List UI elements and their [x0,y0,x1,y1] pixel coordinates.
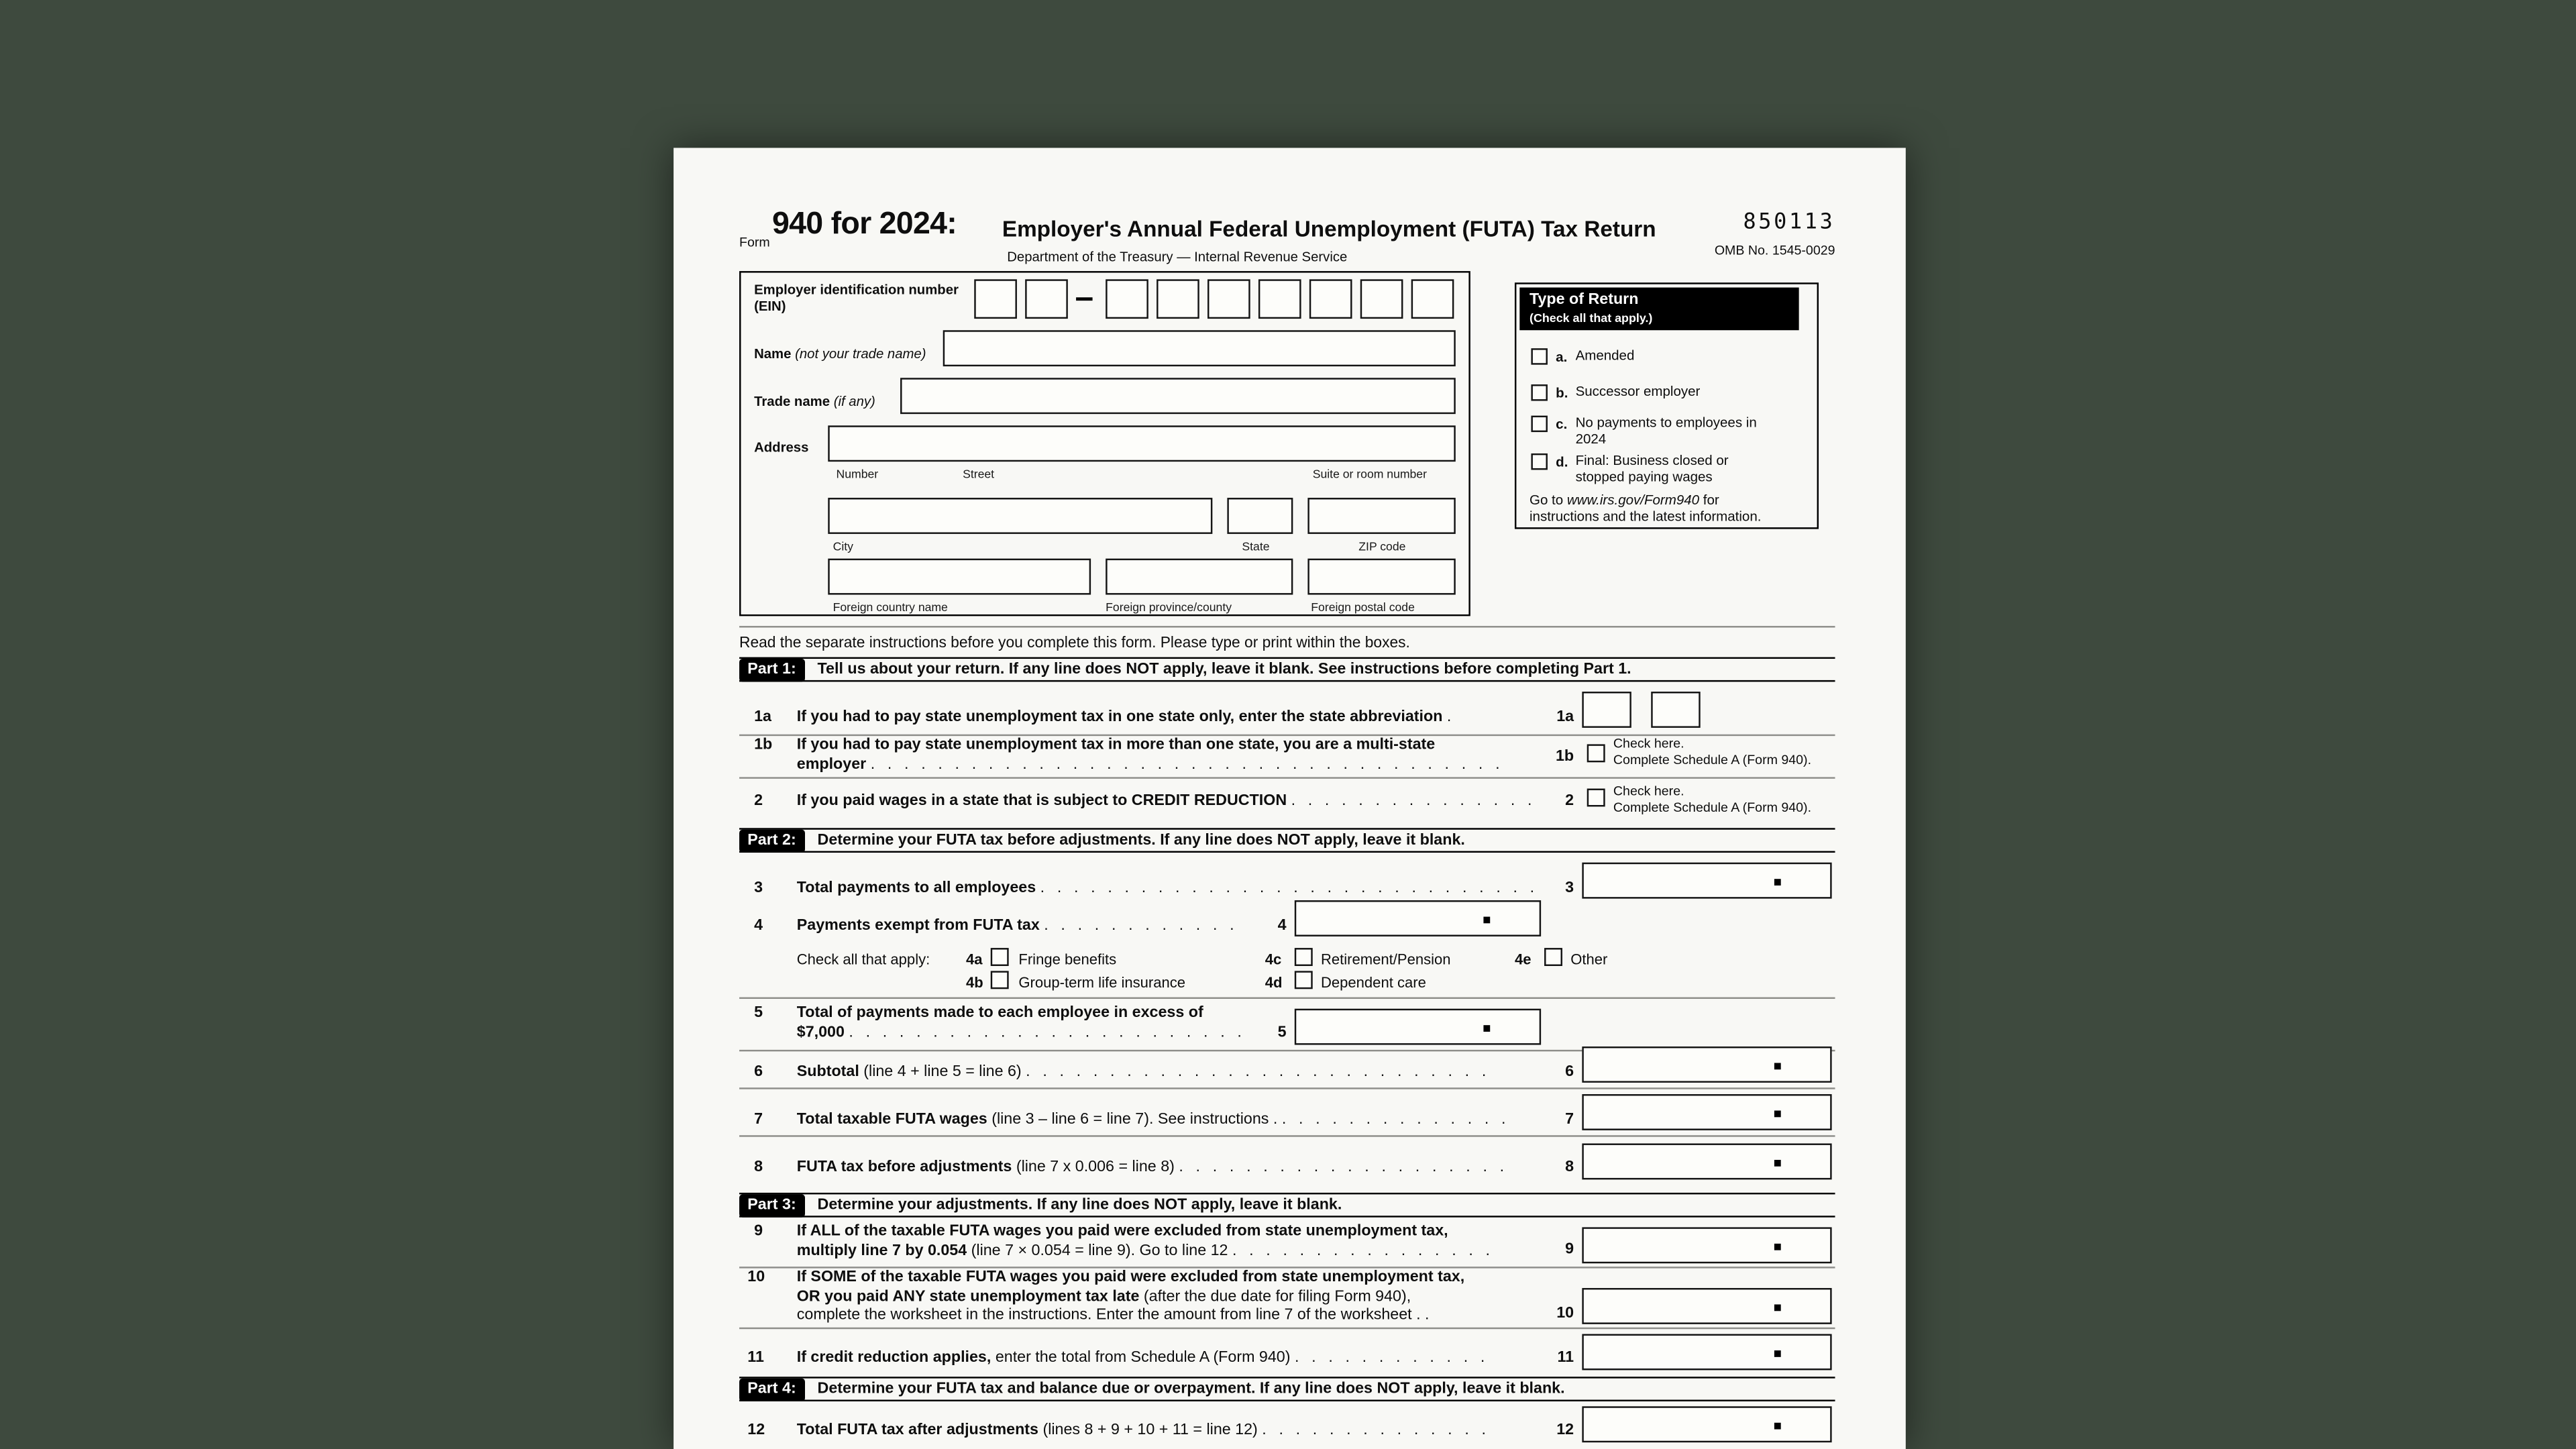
line-7-amount-input[interactable] [1582,1094,1831,1130]
foreign-country-input[interactable] [828,559,1091,595]
option-a-key: a. [1556,348,1568,365]
line-11-text [797,1349,1536,1368]
address-input[interactable] [828,425,1456,462]
cents-divider-dot [1774,1244,1780,1250]
group-term-life-checkbox[interactable] [991,971,1009,989]
line-6-text-main: Subtotal [796,1063,859,1081]
line-5-mid-number: 5 [1277,1023,1287,1042]
line-11-text-rest: enter the total from Schedule A (Form 940) [995,1348,1291,1367]
dependent-care-label: Dependent care [1320,974,1426,991]
goto-line2: instructions and the latest information. [1529,507,1762,525]
ein-label [754,282,959,314]
line-11-amount-input[interactable] [1582,1334,1831,1371]
line-10-text [797,1269,1536,1325]
line-2-text [797,792,1536,810]
omb-number: OMB No. 1545-0029 [1714,243,1835,258]
type-of-return-subtitle: (Check all that apply.) [1529,309,1653,325]
line-1b-check-label-line1: Check here. [1613,736,1684,751]
line-1b-checkbox[interactable] [1587,744,1605,762]
dot-leader: . . . . . . . . . . . . . . . [1291,792,1532,810]
cents-divider-dot [1774,1111,1780,1118]
dot-leader: . . . . . . . . . . . . . . . . . . . . . . . . . . . . [1026,1063,1487,1081]
line-1a-text-main: If you had to pay state unemployment tax in one state only, enter the state abbreviation [796,708,1443,727]
line-10-text-bold: OR you paid ANY state unemployment tax late [796,1287,1140,1305]
ein-digit-box[interactable] [1208,279,1250,319]
line-2-right-number: 2 [1565,792,1574,810]
address-sub-number: Number [836,466,879,482]
retirement-pension-checkbox[interactable] [1295,948,1313,966]
option-c-label [1576,416,1757,447]
ein-digit-box[interactable] [1106,279,1148,319]
line-10-right-number: 10 [1556,1304,1574,1323]
department-line: Department of the Treasury — Internal Revenue Service [1007,248,1348,265]
dot-leader: . . . . . . . . . . . . . . [1262,1421,1486,1440]
dot-leader: . . . . . . . . . . . . [1294,1348,1485,1367]
cents-divider-dot [1774,1350,1780,1357]
dot-leader: . . . . . . . . . . . . . . . . . . . . . . . . . . . . . . [1040,879,1535,898]
line-4d-key: 4d [1265,974,1283,991]
line-10-text-paren: (after the due date for filing Form 940), [1143,1287,1411,1305]
line-7-text-main: Total taxable FUTA wages [796,1110,987,1129]
line-5-text-line2 [797,1022,1248,1041]
line-11-right-number: 11 [1557,1348,1574,1367]
type-of-return-title: Type of Return [1529,290,1639,309]
line-2-text-main: If you paid wages in a state that is subject to CREDIT REDUCTION [796,792,1287,810]
dot-leader: . . . . . . . . . . . . . . . . . . . . . . . . . . . . . . . . . . . . . . [870,755,1500,773]
line-4a-key: 4a [966,951,983,968]
line-3-text [797,879,1536,898]
dependent-care-checkbox[interactable] [1295,971,1313,989]
line-1b-right-number: 1b [1555,747,1574,766]
hrule [739,735,1835,736]
cents-divider-dot [1774,879,1780,885]
trade-name-input[interactable] [900,378,1456,414]
ein-digit-box[interactable] [1411,279,1454,319]
goto-line1 [1529,491,1761,507]
line-12-amount-input[interactable] [1582,1406,1831,1442]
line-1b-check-label [1613,736,1811,767]
name-label-word: Name [754,345,792,362]
type-of-return-header [1519,288,1799,331]
dot-leader: . . . . . . . . . . . . . . [1281,1110,1506,1129]
line-1a-number: 1a [754,708,771,727]
line-12-text [797,1421,1536,1440]
line-8-text-paren: (line 7 x 0.006 = line 8) [1016,1158,1175,1177]
goto-pre: Go to [1529,491,1567,508]
other-checkbox[interactable] [1544,948,1562,966]
cents-divider-dot [1774,1160,1780,1167]
identity-section [739,271,1470,616]
line-2-check-label-line2: Complete Schedule A (Form 940). [1613,799,1812,814]
line-11-text-main: If credit reduction applies, [796,1348,991,1367]
retirement-pension-label: Retirement/Pension [1320,951,1451,968]
cents-divider-dot [1774,1423,1780,1430]
line-9-text-paren: (line 7 × 0.054 = line 9). Go to line 12 [971,1241,1228,1260]
ein-digit-box[interactable] [1258,279,1301,319]
line-9-text-line1: If ALL of the taxable FUTA wages you paid were excluded from state unemployment tax, [796,1222,1448,1240]
line-1a-state-box-1[interactable] [1582,692,1631,728]
part3-heading: Determine your adjustments. If any line does NOT apply, leave it blank. [817,1195,1342,1214]
line-10-amount-input[interactable] [1582,1288,1831,1324]
zip-input[interactable] [1307,498,1455,534]
line-1b-text-line1: If you had to pay state unemployment tax in more than one state, you are a multi-state [796,736,1436,755]
line-4-text-main: Payments exempt from FUTA tax [796,916,1040,935]
line-10-text-line1: If SOME of the taxable FUTA wages you paid were excluded from state unemployment tax, [796,1268,1465,1287]
line-7-number: 7 [754,1110,763,1129]
line-4e-key: 4e [1514,951,1532,968]
line-8-amount-input[interactable] [1582,1143,1831,1179]
dot-leader: . . . . . . . . . . . . . . . . . . . . [1179,1158,1505,1177]
no-payments-2024-checkbox[interactable] [1531,416,1547,432]
part2-bar [739,828,1835,853]
option-b-key: b. [1556,384,1568,401]
line-1b-text-line2 [797,755,1536,773]
line-12-text-main: Total FUTA tax after adjustments [796,1421,1038,1440]
line-5-text-amount: $7,000 [796,1022,845,1041]
line-1a-right-number: 1a [1556,708,1574,727]
goto-instructions-note [1529,491,1761,524]
line-1a-text [797,708,1536,727]
line-12-text-paren: (lines 8 + 9 + 10 + 11 = line 12) [1042,1421,1258,1440]
hrule [739,1135,1835,1136]
line-6-amount-input[interactable] [1582,1046,1831,1083]
option-b-label-line1: Successor employer [1575,382,1701,400]
ein-digit-box[interactable] [1157,279,1199,319]
ein-digit-box[interactable] [1309,279,1352,319]
line-9-text [797,1222,1536,1260]
foreign-postal-sub-label: Foreign postal code [1311,599,1415,614]
part3-label: Part 3: [739,1193,804,1216]
line-9-number: 9 [754,1222,763,1240]
line-4-mid-number: 4 [1277,916,1287,935]
ein-label-line2: (EIN) [754,297,786,313]
dot-leader: . . . . . . . . . . . . . . . . [1232,1241,1491,1260]
line-9-text-bold: multiply line 7 by 0.054 [796,1241,967,1260]
ein-digit-box[interactable] [1025,279,1068,319]
form-number-title: 940 for 2024: [772,207,957,242]
city-input[interactable] [828,498,1212,534]
line-9-right-number: 9 [1565,1240,1574,1258]
line-12-right-number: 12 [1556,1421,1574,1440]
address-sub-suite: Suite or room number [1312,466,1427,482]
trade-name-label-word: Trade name [754,392,830,409]
line-9-amount-input[interactable] [1582,1227,1831,1263]
form-940-page [674,148,1906,1449]
line-7-text-paren: (line 3 – line 6 = line 7). See instructions . [991,1110,1278,1129]
ein-digit-box[interactable] [1360,279,1403,319]
part4-bar [739,1377,1835,1401]
line-1b-number: 1b [754,736,773,755]
final-business-closed-checkbox[interactable] [1531,453,1547,470]
option-a-label-line1: Amended [1575,346,1635,364]
ein-dash [1076,297,1092,301]
part3-bar [739,1193,1835,1218]
cents-divider-dot [1483,917,1490,924]
hrule [739,1328,1835,1329]
foreign-country-sub-label: Foreign country name [833,599,948,614]
zip-sub-label: ZIP code [1358,539,1406,554]
option-c-key: c. [1556,415,1568,433]
hrule [739,777,1835,778]
line-4-number: 4 [754,916,763,935]
line-5-text [797,1004,1248,1041]
address-label: Address [754,438,809,455]
page-title: Employer's Annual Federal Unemployment (FUTA) Tax Return [1002,217,1656,242]
option-d-label [1576,453,1729,485]
foreign-province-input[interactable] [1106,559,1293,595]
fringe-benefits-label: Fringe benefits [1018,951,1117,968]
goto-post: for [1699,491,1719,508]
line-4b-key: 4b [966,974,983,991]
option-d-key: d. [1556,453,1568,470]
line-4-text [797,917,1248,936]
line-1a-state-box-2[interactable] [1651,692,1700,728]
line-5-number: 5 [754,1004,763,1022]
line-5-amount-input[interactable] [1295,1009,1541,1045]
city-sub-label: City [833,539,853,554]
option-d-label-line1: Final: Business closed or [1575,451,1729,468]
part1-label: Part 1: [739,658,804,681]
part1-heading: Tell us about your return. If any line does NOT apply, leave it blank. See instructions before completing Part 1. [817,660,1631,679]
ein-label-line1: Employer identification number [754,280,959,298]
option-d-label-line2: stopped paying wages [1575,467,1713,484]
dot-leader: . . . . . . . . . . . . [1044,916,1234,935]
line-3-number: 3 [754,879,763,898]
option-a-label [1576,348,1635,364]
line-8-text-main: FUTA tax before adjustments [796,1158,1012,1177]
state-sub-label: State [1242,539,1270,554]
part4-heading: Determine your FUTA tax and balance due or overpayment. If any line does NOT apply, leave it blank. [817,1380,1565,1399]
line-8-number: 8 [754,1158,763,1177]
line-2-check-label-line1: Check here. [1613,784,1684,799]
line-6-text [797,1063,1536,1081]
line-1b-check-label-line2: Complete Schedule A (Form 940). [1613,751,1812,767]
ein-digit-box[interactable] [974,279,1017,319]
cents-divider-dot [1774,1063,1780,1069]
line-7-text [797,1111,1536,1130]
line-2-checkbox[interactable] [1587,789,1605,807]
dot-leader: . . . . . . . . . . . . . . . . . . . . . . . . [849,1022,1242,1041]
name-input[interactable] [943,330,1456,366]
line-11-number: 11 [747,1348,764,1367]
hrule [739,1087,1835,1089]
line-6-number: 6 [754,1063,763,1081]
fringe-benefits-checkbox[interactable] [991,948,1009,966]
line-6-right-number: 6 [1565,1063,1574,1081]
amended-checkbox[interactable] [1531,348,1547,364]
ocr-code: 850113 [1743,210,1835,235]
cents-divider-dot [1774,1304,1780,1311]
line-3-amount-input[interactable] [1582,863,1831,899]
hrule [739,998,1835,999]
line-1b-text-word: employer [796,755,867,773]
line-6-text-paren: (line 4 + line 5 = line 6) [863,1063,1022,1081]
line-2-number: 2 [754,792,763,810]
name-label [754,345,926,361]
line-5-text-line1: Total of payments made to each employee in excess of [796,1004,1203,1022]
part1-bar [739,657,1835,682]
line-4c-key: 4c [1265,951,1282,968]
line-1a-text-tail: . [1442,708,1452,727]
option-b-label [1576,384,1701,400]
part2-label: Part 2: [739,829,804,852]
type-of-return-section [1515,282,1819,529]
line-10-text-line2 [797,1287,1536,1306]
trade-name-label-hint: (if any) [833,392,875,409]
group-term-life-label: Group-term life insurance [1018,974,1186,991]
line-8-right-number: 8 [1565,1158,1574,1177]
goto-url: www.irs.gov/Form940 [1566,491,1700,508]
form-word: Form [739,235,770,250]
line-3-right-number: 3 [1565,879,1574,898]
state-input[interactable] [1227,498,1293,534]
other-label: Other [1570,951,1608,968]
line-10-text-line3: complete the worksheet in the instructions. Enter the amount from line 7 of the worksheet . . [796,1305,1430,1324]
option-c-label-line1: No payments to employees in [1575,414,1757,431]
address-sub-street: Street [963,466,995,482]
line-12-number: 12 [747,1421,765,1440]
line-2-check-label [1613,784,1811,815]
foreign-province-sub-label: Foreign province/county [1106,599,1232,614]
trade-name-label [754,392,875,409]
line-10-number: 10 [747,1268,765,1287]
line-1b-text [797,736,1536,773]
name-label-hint: (not your trade name) [795,345,926,362]
option-c-label-line2: 2024 [1575,429,1607,447]
hrule [739,626,1835,627]
part2-heading: Determine your FUTA tax before adjustments. If any line does NOT apply, leave it blank. [817,831,1465,850]
successor-employer-checkbox[interactable] [1531,384,1547,400]
line-4-amount-input[interactable] [1295,900,1541,936]
hrule [739,1267,1835,1268]
line-7-right-number: 7 [1565,1110,1574,1129]
cents-divider-dot [1483,1025,1490,1032]
line-8-text [797,1159,1536,1177]
check-all-that-apply-label: Check all that apply: [796,951,930,968]
read-instructions-note: Read the separate instructions before you complete this form. Please type or print within the boxes. [739,634,1410,651]
line-9-text-line2 [797,1241,1536,1260]
foreign-postal-input[interactable] [1307,559,1455,595]
part4-label: Part 4: [739,1377,804,1400]
line-3-text-main: Total payments to all employees [796,879,1036,898]
